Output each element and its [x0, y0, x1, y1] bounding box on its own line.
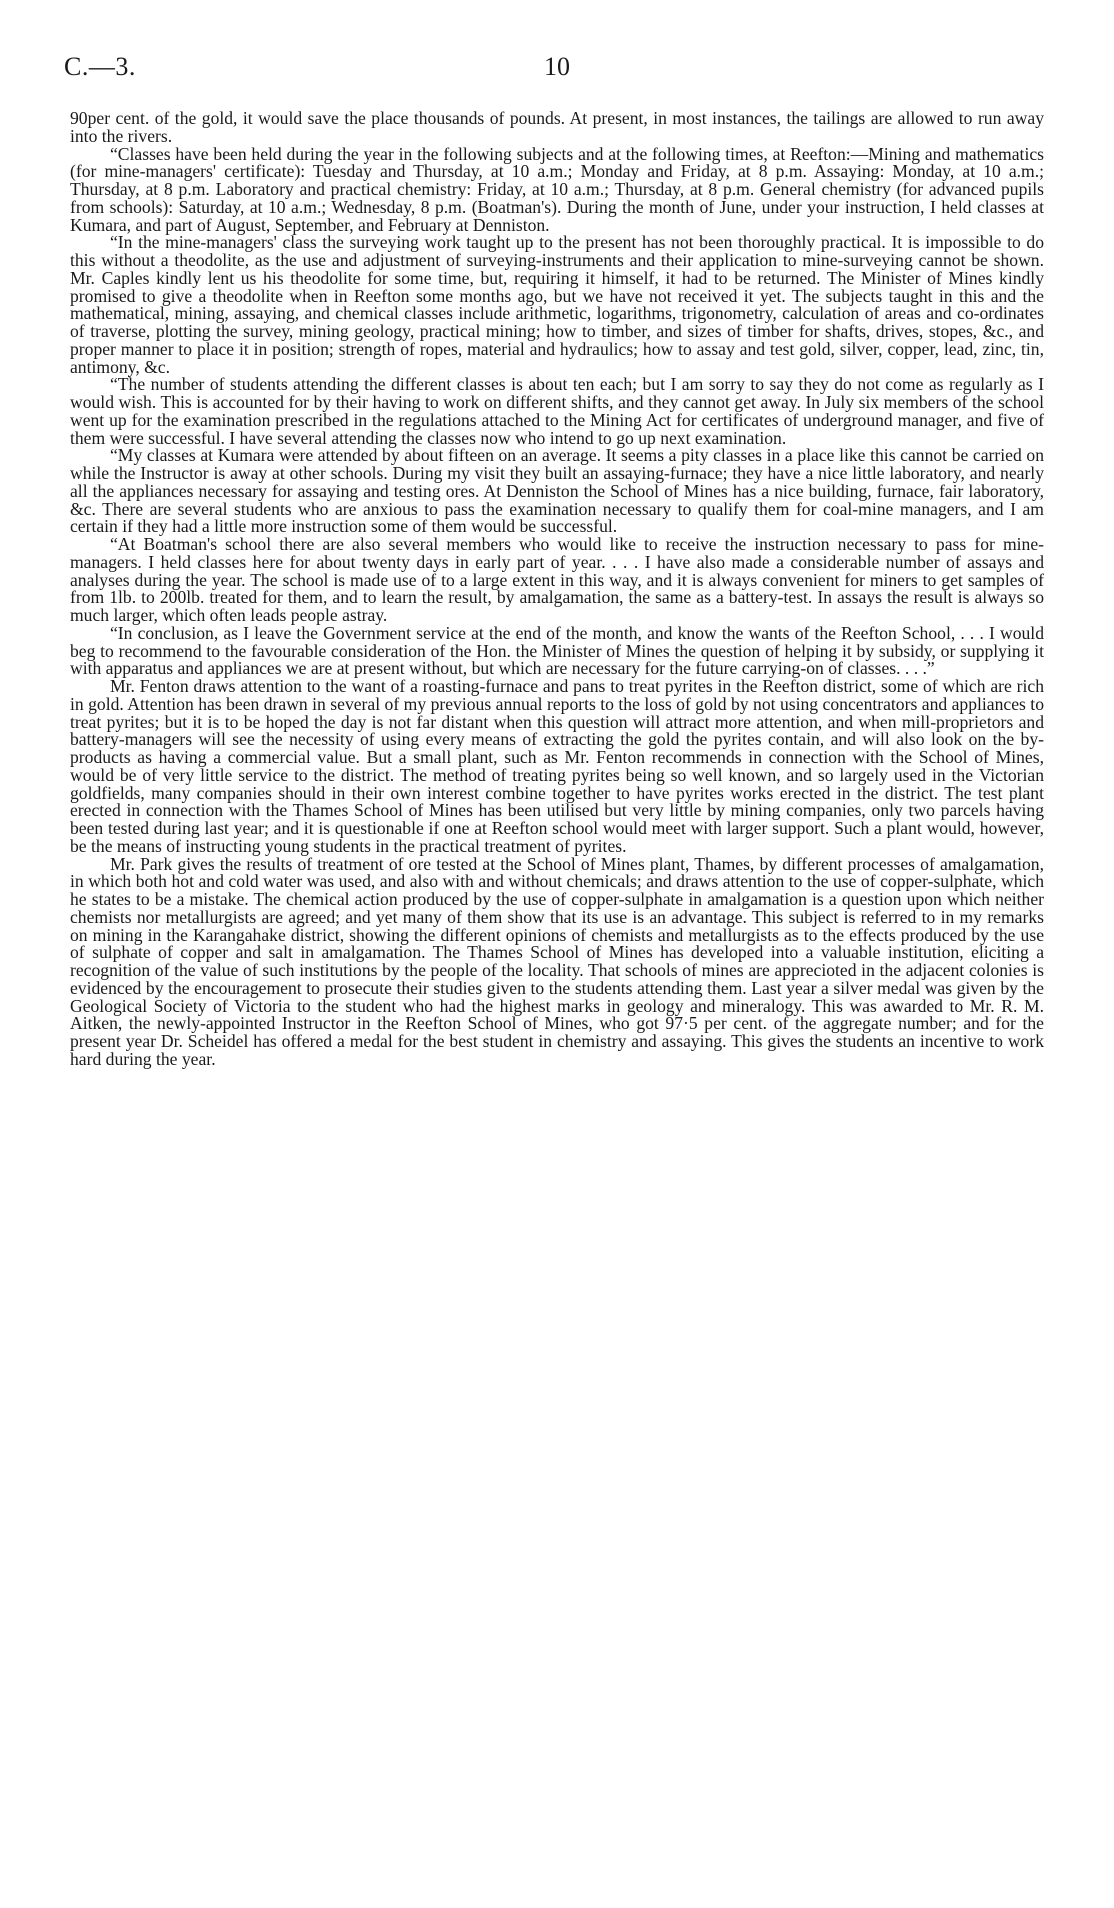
page-number: 10: [544, 52, 570, 81]
paragraph-surveying: “In the mine-managers' class the surveying work taught up to the present has not been thoroughly practical. It is impossible to do this without a theodolite, as the use and adjustment of surveying-instruments and their application to mine-surveying cannot be shown. Mr. Caples kindly lent us his theodolite for some time, but, requiring it himself, it had to be returned. The Minister of Mines kindly promised to give a theodolite when in Reefton some months ago, but we have not received it yet. The subjects taught in this and the mathematical, mining, assaying, and chemical classes include arithmetic, logarithms, trigonometry, calculation of areas and co-ordinates of traverse, plotting the survey, mining geology, practical mining; how to timber, and sizes of timber for shafts, drives, stopes, &c., and proper manner to place it in position; strength of ropes, material and hydraulics; how to assay and test gold, silver, copper, lead, zinc, tin, antimony, &c.: [70, 232, 1044, 377]
body-text: [70, 110, 1044, 1069]
paragraph-continued: 90per cent. of the gold, it would save the place thousands of pounds. At present, in most instances, the tailings are allowed to run away into the rivers.: [70, 108, 1044, 146]
paragraph-boatmans: “At Boatman's school there are also several members who would like to receive the instruction necessary to pass for mine-managers. I held classes here for about twenty days in early part of year. . . . I have also made a considerable number of assays and analyses during the year. The school is made use of to a large extent in this way, and it is always convenient for miners to get samples of from 1lb. to 200lb. treated for them, and to learn the result, by amalgamation, the same as a battery-test. In assays the result is always so much larger, which often leads people astray.: [70, 534, 1044, 625]
paragraph-fenton: Mr. Fenton draws attention to the want of a roasting-furnace and pans to treat pyrites in the Reefton district, some of which are rich in gold. Attention has been drawn in several of my previous annual reports to the loss of gold by not using concentrators and appliances to treat pyrites; but it is to be hoped the day is not far distant when this question will attract more attention, and when mill-proprietors and battery-managers will see the necessity of using every means of extracting the gold the pyrites contain, and will also look on the by-products as having a commercial value. But a small plant, such as Mr. Fenton recommends in connection with the School of Mines, would be of very little service to the district. The method of treating pyrites being so well known, and so largely used in the Victorian goldfields, many companies should in their own interest combine together to have pyrites works erected in the district. The test plant erected in connection with the Thames School of Mines has been utilised but very little by mining companies, only two parcels having been tested during last year; and it is questionable if one at Reefton school would meet with larger support. Such a plant would, however, be the means of instructing young students in the practical treatment of pyrites.: [70, 676, 1044, 856]
document-reference: C.—3.: [64, 52, 136, 81]
page-header: [64, 52, 1050, 86]
paragraph-kumara: “My classes at Kumara were attended by about fifteen on an average. It seems a pity classes in a place like this cannot be carried on while the Instructor is away at other schools. During my visit they built an assaying-furnace; they have a nice little laboratory, and nearly all the appliances necessary for assaying and testing ores. At Denniston the School of Mines has a nice building, furnace, fair laboratory, &c. There are several students who are anxious to pass the examination necessary to qualify them for coal-mine managers, and I am certain if they had a little more instruction some of them would be successful.: [70, 445, 1044, 537]
paragraph-classes-schedule: “Classes have been held during the year in the following subjects and at the following times, at Reefton:—Mining and mathematics (for mine-managers' certificate): Tuesday and Thursday, at 10 a.m.; Monday and Friday, at 8 p.m. Assaying: Monday, at 10 a.m.; Thursday, at 8 p.m. Laboratory and practical chemistry: Friday, at 10 a.m.; Thursday, at 8 p.m. General chemistry (for advanced pupils from schools): Saturday, at 10 a.m.; Wednesday, 8 p.m. (Boatman's). During the month of June, under your instruction, I held classes at Kumara, and part of August, September, and February at Denniston.: [70, 143, 1044, 235]
paragraph-conclusion: “In conclusion, as I leave the Government service at the end of the month, and know the wants of the Reefton School, . . . I would beg to recommend to the favourable consideration of the Hon. the Minister of Mines the question of helping it by subsidy, or supplying it with apparatus and appliances we are at present without, but which are necessary for the future carrying-on of classes. . . .”: [70, 622, 1044, 679]
paragraph-students: “The number of students attending the different classes is about ten each; but I am sorry to say they do not come as regularly as I would wish. This is accounted for by their having to work on different shifts, and they cannot get away. In July six members of the school went up for the examination prescribed in the regulations attached to the Mining Act for certificates of underground manager, and five of them were successful. I have several attending the classes now who intend to go up next examination.: [70, 374, 1044, 448]
paragraph-park: Mr. Park gives the results of treatment of ore tested at the School of Mines plant, Thames, by different processes of amalgamation, in which both hot and cold water was used, and also with and without chemicals; and draws attention to the use of copper-sulphate, which he states to be a mistake. The chemical action produced by the use of copper-sulphate in amalgamation is a question upon which neither chemists nor metallurgists are agreed; and yet many of them show that its use is an advantage. This subject is referred to in my remarks on mining in the Karangahake district, showing the different opinions of chemists and metallurgists as to the effects produced by the use of sulphate of copper and salt in amalgamation. The Thames School of Mines has developed into a valuable institution, eliciting a recognition of the value of such institutions by the people of the locality. That schools of mines are apprecioted in the adjacent colonies is evidenced by the encouragement to prosecute their studies given to the students attending them. Last year a silver medal was given by the Geological Society of Victoria to the student who had the highest marks in geology and mineralogy. This was awarded to Mr. R. M. Aitken, the newly-appointed Instructor in the Reefton School of Mines, who got 97·5 per cent. of the aggregate number; and for the present year Dr. Scheidel has offered a medal for the best student in chemistry and assaying. This gives the students an incentive to work hard during the year.: [70, 853, 1044, 1069]
